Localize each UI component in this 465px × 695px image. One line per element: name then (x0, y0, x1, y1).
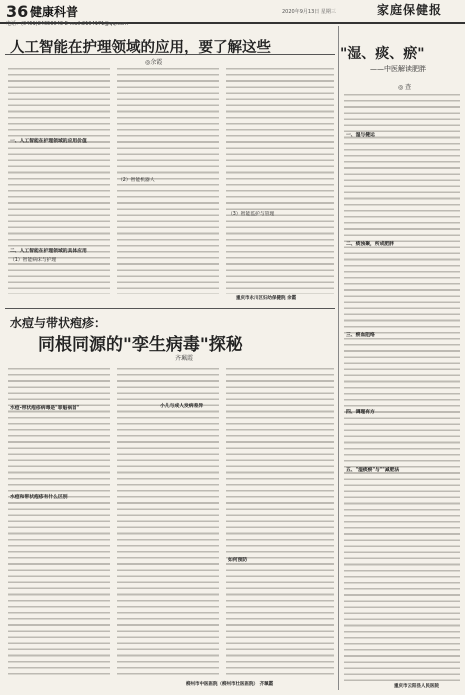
article3-byline: ◎ 查 (398, 84, 412, 91)
article3-subtitle: ——中医解读肥胖 (370, 65, 426, 73)
article1-title: 人工智能在护理领域的应用，要了解这些 (10, 39, 271, 56)
article-divider (5, 308, 335, 309)
article2-subhead-1: 水痘-带状疱疹病毒是"罪魁祸首" (10, 406, 80, 411)
article2-column-3 (226, 366, 334, 676)
section-title: 健康科普 (30, 5, 79, 19)
article3-column (344, 92, 460, 682)
article1-byline: ◎余霞 (145, 59, 163, 66)
article1-column-3 (226, 66, 334, 294)
article3-section-4: 四、调理有方 (346, 410, 375, 415)
editor-contact: 电话：(0451)84650043 E-mail:2194171@qq.com (6, 21, 128, 27)
newspaper-title: 家庭保健报 (377, 3, 443, 17)
article2-subhead-2: 水痘和带状疱疹有什么区别 (10, 495, 68, 500)
article2-title: 同根同源的"孪生病毒"探秘 (38, 335, 243, 355)
column-divider (338, 26, 339, 690)
article2-source: 柳州市中医医院（柳州市壮医医院） 齐珮霞 (186, 682, 274, 687)
article2-subhead-3: 小儿与成人发病差异 (160, 404, 204, 409)
title-underline (5, 54, 335, 55)
article1-subhead-5: （3）智能监护与管理 (228, 212, 275, 217)
article3-section-1: 一、湿与健运 (346, 133, 375, 138)
article2-column-1 (8, 366, 110, 676)
article3-section-2: 二、痰浊聚，所成肥胖 (346, 242, 394, 247)
article1-subhead-2: 二、人工智能在护理领域的具体应用 (10, 249, 87, 254)
article1-subhead-1: 一、人工智能在护理领域的应用价值 (10, 139, 87, 144)
article1-subhead-3: （1）智能病床与护理 (10, 258, 57, 263)
article1-source: 重庆市永川区妇幼保健院 余霞 (236, 296, 297, 301)
article2-subhead-4: 如何预防 (228, 558, 248, 563)
article3-title: "湿、痰、瘀" (340, 46, 425, 62)
article1-subhead-4: （2）智能机器人 (118, 178, 155, 183)
article3-source: 重庆市云阳县人民医院 (394, 684, 439, 689)
article3-section-3: 三、瘀血阻络 (346, 333, 375, 338)
article3-section-5: 五、"湿痰瘀"与""减肥法 (346, 468, 400, 473)
issue-date: 2020年9月13日 星期三 (282, 9, 336, 15)
article2-byline: 齐珮霞 (175, 355, 194, 362)
page-number: 36 (6, 2, 29, 21)
article2-kicker: 水痘与带状疱疹： (10, 316, 107, 330)
article2-column-2 (117, 366, 219, 676)
